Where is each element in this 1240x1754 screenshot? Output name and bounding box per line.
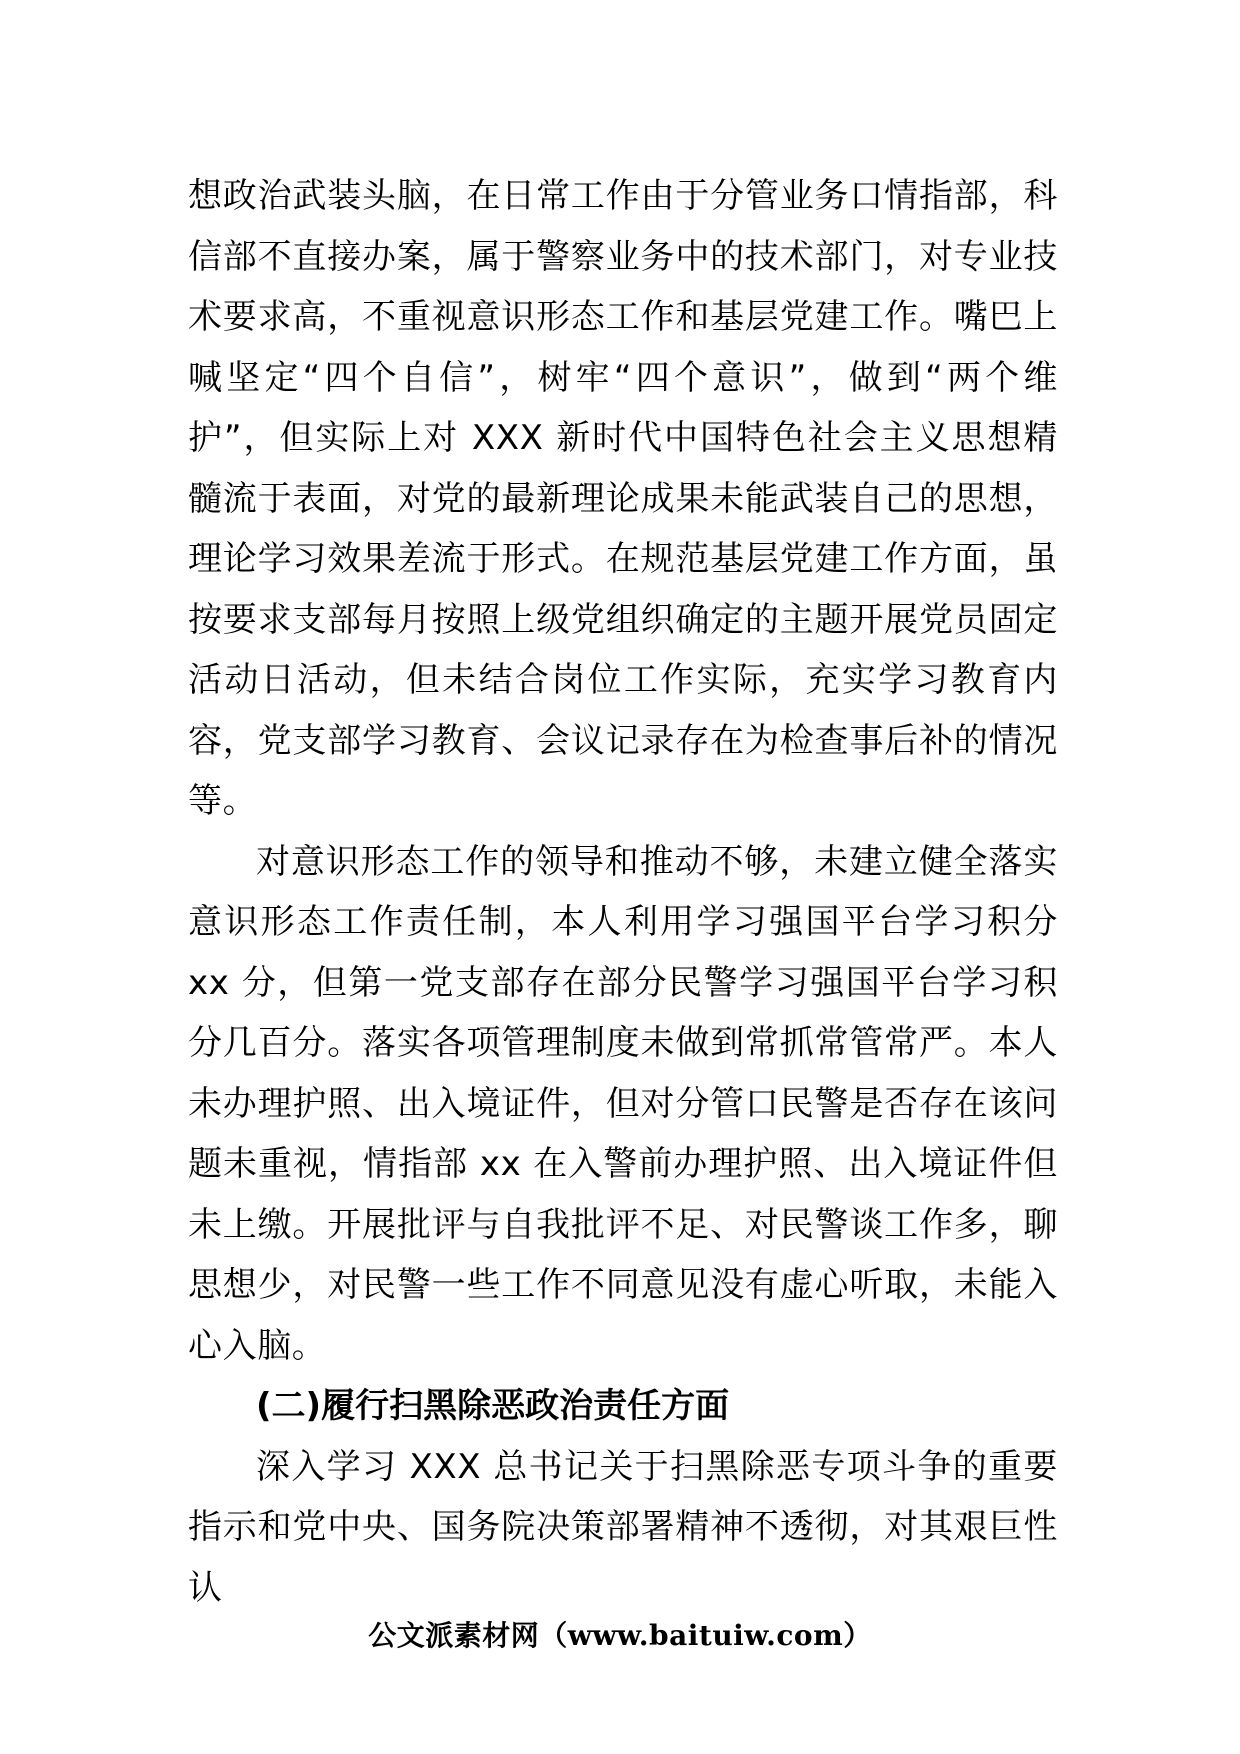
section-heading: (二)履行扫黑除恶政治责任方面 [256, 1386, 730, 1426]
body-paragraph-1: 想政治武装头脑，在日常工作由于分管业务口情指部，科信部不直接办案，属于警察业务中的技术部门，对专业技术要求高，不重视意识形态工作和基层党建工作。嘴巴上喊坚定“四个自信”，树牢“四个意识”，做到“两个维护”，但实际上对 XXX 新时代中国特色社会主义思想精髓流于表面，对党的最新理论成果未能武装自己的思想，理论学习效果差流于形式。在规范基层党建工作方面，虽按要求支部每月按照上级党组织确定的主题开展党员固定活动日活动，但未结合岗位工作实际，充实学习教育内容，党支部学习教育、会议记录存在为检查事后补的情况等。 [188, 176, 1058, 821]
body-paragraph-2: 对意识形态工作的领导和推动不够，未建立健全落实意识形态工作责任制，本人利用学习强国平台学习积分 xx 分，但第一党支部存在部分民警学习强国平台学习积分几百分。落实各项管理制度未做到常抓常管常严。本人未办理护照、出入境证件，但对分管口民警是否存在该问题未重视，情指部 xx 在入警前办理护照、出入境证件但未上缴。开展批评与自我批评不足、对民警谈工作多，聊思想少，对民警一些工作不同意见没有虚心听取，未能入心入脑。 [188, 841, 1058, 1366]
footer-watermark: 公文派素材网（www.baituiw.com） [368, 1619, 872, 1652]
document-body [188, 166, 1058, 1618]
body-paragraph-3: 深入学习 XXX 总书记关于扫黑除恶专项斗争的重要指示和党中央、国务院决策部署精神不透彻，对其艰巨性认 [188, 1446, 1058, 1608]
